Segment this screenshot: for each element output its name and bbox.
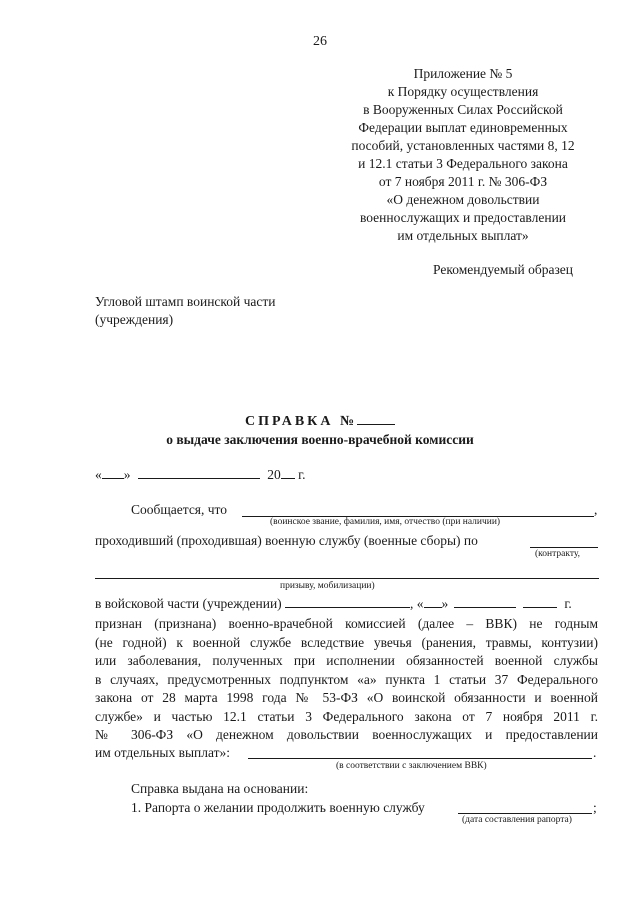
appendix-line: к Порядку осуществления <box>387 84 539 99</box>
item-1: 1. Рапорта о желании продолжить военную службу <box>131 800 425 815</box>
appendix-line: и 12.1 статьи 3 Федерального закона <box>358 156 568 171</box>
unit-sep: , « <box>410 596 424 611</box>
hint-report-date: (дата составления рапорта) <box>462 815 572 825</box>
appendix-line: Приложение № 5 <box>413 66 513 81</box>
paragraph-line: (не годной) к военной службе вследствие увечья (ранения, травмы, контузии) <box>95 634 598 650</box>
certificate-subtitle: о выдаче заключения военно-врачебной комиссии <box>166 432 474 447</box>
stamp-line: Угловой штамп воинской части <box>95 294 276 309</box>
issued-basis: Справка выдана на основании: <box>131 781 309 796</box>
unit-year-blank <box>523 596 557 608</box>
vvk-blank <box>248 758 592 759</box>
day-blank <box>102 467 124 479</box>
appendix-line: им отдельных выплат» <box>397 228 529 243</box>
appendix-line: военнослужащих и предоставлении <box>359 210 567 225</box>
unit-blank <box>285 596 410 608</box>
month-blank <box>138 467 260 479</box>
paragraph-line: службе» и частью 12.1 статьи 3 Федерального закона от 7 ноября 2011 г. <box>95 708 598 724</box>
number-blank <box>357 413 395 425</box>
appendix-line: пособий, установленных частями 8, 12 <box>351 138 575 153</box>
appendix-line: от 7 ноября 2011 г. № 306-ФЗ <box>378 174 548 189</box>
year-suffix: г. <box>298 467 306 482</box>
unit-year-suffix: г. <box>564 596 572 611</box>
appendix-line: «О денежном довольствии <box>386 192 540 207</box>
hint-conscription: призыву, мобилизации) <box>280 581 375 591</box>
paragraph-last-line: им отдельных выплат»: <box>95 745 231 760</box>
open-quote: « <box>95 467 102 482</box>
close-quote: » <box>123 467 131 482</box>
period: . <box>593 745 597 760</box>
hint-name: (воинское звание, фамилия, имя, отчество (при наличии) <box>270 517 501 527</box>
appendix-line: в Вооруженных Силах Российской <box>363 102 563 117</box>
paragraph-line: признан (признана) военно-врачебной комиссией (далее – ВВК) не годным <box>95 616 598 631</box>
appendix-block <box>330 65 596 245</box>
basis-blank <box>95 578 599 579</box>
unit-text: в войсковой части (учреждении) <box>95 596 282 611</box>
date-line <box>95 467 306 483</box>
appendix-line: Федерации выплат единовременных <box>358 120 568 135</box>
unit-month-blank <box>454 596 516 608</box>
reported-label: Сообщается, что <box>131 502 228 517</box>
main-paragraph <box>95 615 598 745</box>
title-text: СПРАВКА № <box>244 414 358 429</box>
served-blank <box>530 547 598 548</box>
corner-stamp <box>95 293 276 329</box>
year-prefix: 20 <box>267 467 281 482</box>
page-number: 26 <box>313 34 327 49</box>
recommended-sample: Рекомендуемый образец <box>433 262 574 277</box>
paragraph-line: в случаях, предусмотренных подпунктом «а» пункта 1 статьи 37 Федерального <box>95 671 598 687</box>
paragraph-line: № 306-ФЗ «О денежном довольствии военнослужащих и предоставлении <box>95 727 598 742</box>
year-blank <box>281 467 295 479</box>
certificate-title <box>0 413 640 430</box>
unit-quote-close: » <box>441 596 449 611</box>
reported-comma: , <box>594 502 598 517</box>
stamp-line: (учреждения) <box>95 312 174 327</box>
hint-contract: (контракту, <box>535 549 581 559</box>
semicolon: ; <box>593 800 597 815</box>
report-date-blank <box>458 813 592 814</box>
served-text: проходивший (проходившая) военную службу (военные сборы) по <box>95 533 478 548</box>
paragraph-line: или заболевания, полученных при исполнении обязанностей военной службы <box>95 653 598 668</box>
unit-day-blank <box>424 596 442 608</box>
hint-vvk: (в соответствии с заключением ВВК) <box>336 761 487 771</box>
unit-line <box>95 596 572 612</box>
paragraph-line: закона от 28 марта 1998 года № 53-ФЗ «О воинской обязанности и военной <box>95 690 598 705</box>
